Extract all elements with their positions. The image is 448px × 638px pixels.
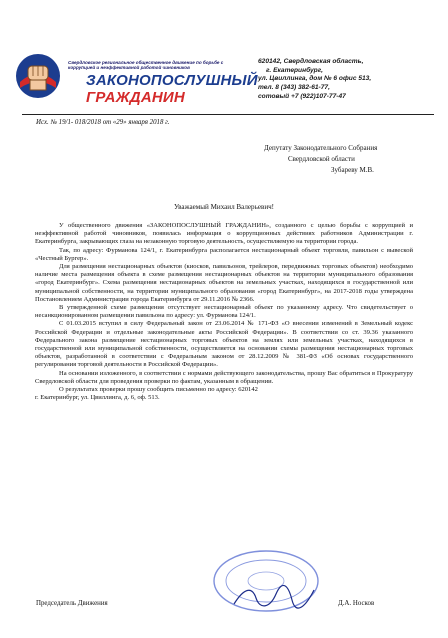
signer-position: Председатель Движения [36,600,108,607]
fist-logo-icon [14,52,62,100]
org-name-line2: ГРАЖДАНИН [86,89,185,106]
recipient-line: Депутату Законодательного Собрания [264,144,378,152]
address-line: г. Екатеринбург, [266,66,323,74]
header-divider [22,114,434,115]
signer-name: Д.А. Носков [338,600,375,607]
reference-number: Исх. № 19/1- 018/2018 от «29» января 2018 г. [36,119,170,126]
address-line: 620142, Свердловская область, [258,58,364,65]
salutation: Уважаемый Михаил Валерьевич! [173,203,275,211]
org-description: Свердловское региональное общественное движение по борьбе с коррупцией и неэффективной работой чиновников [68,60,224,71]
org-address [258,58,448,102]
body-paragraph: В утвержденной схеме размещения отсутствует нестационарный объект по указанному адресу. Что свидетельствует о несанкционированном размещении павильона по адресу: ул. Фурманова 124/1. [35,304,413,320]
address-line: сотовый +7 (922)107-77-47 [258,92,346,100]
body-paragraph: С 01.03.2015 вступил в силу Федеральный закон от 23.06.2014 № 171-ФЗ «О внесении изменений в Земельный кодекс Российской Федерации и отдельные законодательные акты Российской Федерации». В соответствии со ст. 39.36 указанного Федерального закона размещение нестационарных торговых объектов на землях или земельных участках, находящихся в государственной или муниципальной собственности, осуществляется на основании схемы размещения нестационарных торговых объектов, разработанной в соответствии с Федеральным законом от 28.12.2009 № 381-ФЗ «Об основах государственного регулирования торговой деятельности в Российской Федерации». [35,320,413,369]
address-line: тел. 8 (343) 382-61-77, [258,84,330,92]
body-paragraph: На основании изложенного, в соответствии с нормами действующего законодательства, прошу Вас обратиться в Прокуратуру Свердловской области для проведения проверки по фактам, указанным в обращении. [35,369,413,385]
org-name-line1: ЗАКОНОПОСЛУШНЫЙ [86,72,258,89]
body-paragraph: Для размещения нестационарных объектов (киосков, павильонов, трейлеров, передвижных торговых объектов) необходимо наличие места размещения объекта в схеме размещения нестационарных объектов на территории муниципального образования «город Екатеринбург». Схема размещения нестационарных объектов на земельных участках, находящихся в государственной или муниципальной собственности, на территории муниципального образования «город Екатеринбург», на 2017-2018 годы утверждена Постановлением Администрации города Екатеринбурга от 29.11.2016 № 2366. [35,263,413,303]
letter-body [35,222,413,402]
recipient-block [264,143,377,176]
body-paragraph: Так, по адресу: Фурманова 124/1, г. Екатеринбурга располагается нестационарный объект торговли, павильон с вывеской «Честный Бургер». [35,246,413,262]
body-paragraph: г. Екатеринбург, ул. Цвиллинга, д. 6, оф. 513. [35,394,160,402]
recipient-line: Свердловской области [288,155,355,163]
body-paragraph: У общественного движения «ЗАКОНОПОСЛУШНЫЙ ГРАЖДАНИН», созданного с целью борьбы с коррупцией и неэффективной работой чиновников, появилась информация о коррупционных действиях работников Администрации г. Екатеринбурга, закрывающих глаза на незаконную торговую деятельность, осуществляемую на территории города. [35,222,413,246]
handwritten-signature [230,582,318,612]
recipient-line: Зубареву М.В. [331,166,374,174]
body-paragraph: О результатах проверки прошу сообщить письменно по адресу: 620142 [59,386,258,394]
address-line: ул. Цвиллинга, дом № 6 офис 513, [258,75,372,83]
